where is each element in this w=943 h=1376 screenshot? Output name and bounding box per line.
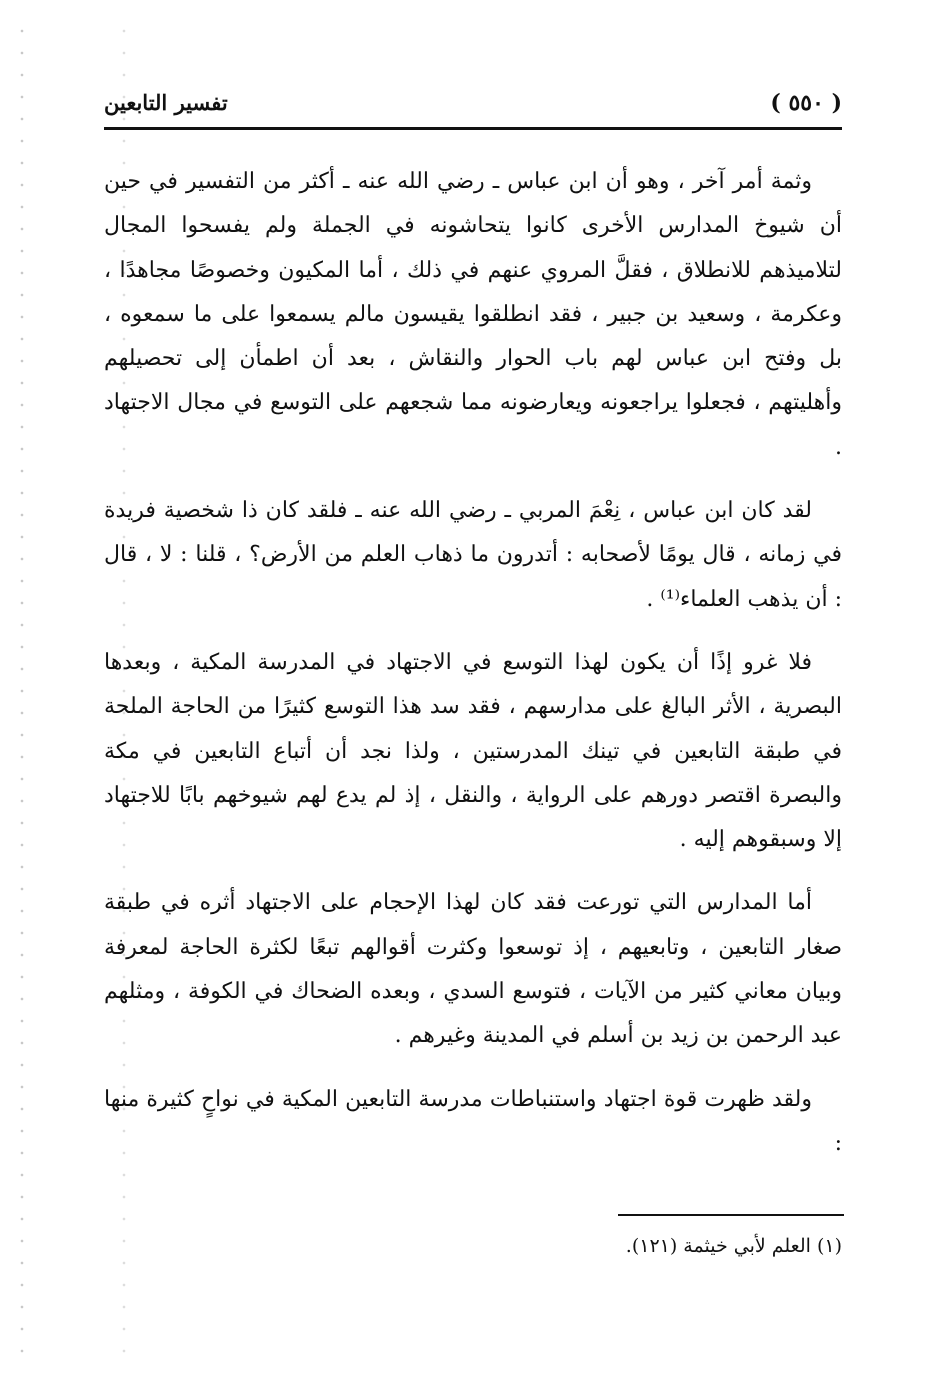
footnote-rule (618, 1214, 844, 1216)
footnote: (١) العلم لأبي خيثمة (١٢١). (625, 1235, 842, 1257)
paragraph-5: ولقد ظهرت قوة اجتهاد واستنباطات مدرسة التابعين المكية في نواحٍ كثيرة منها : (104, 1086, 842, 1156)
page-header (104, 88, 842, 128)
paragraph-1: وثمة أمر آخر ، وهو أن ابن عباس ـ رضي الله عنه ـ أكثر من التفسير في حين أن شيوخ المدارس الأخرى كانوا يتحاشونه في الجملة ولم يفسحوا المجال لتلاميذهم للانطلاق ، فقلَّ المروي عنهم في ذلك ، أما المكيون وخصوصًا مجاهدًا ، وعكرمة ، وسعيد بن جبير ، فقد انطلقوا يقيسون مالم يسمعوا على ما سمعوه ، بل وفتح ابن عباس لهم باب الحوار والنقاش ، بعد أن اطمأن إلى تحصيلهم وأهليتهم ، فجعلوا يراجعونه ويعارضونه مما شجعهم على التوسع في مجال الاجتهاد . (104, 169, 842, 460)
paragraph-4: أما المدارس التي تورعت فقد كان لهذا الإحجام على الاجتهاد أثره في طبقة صغار التابعين ، وتابعيهم ، إذ توسعوا وكثرت أقوالهم تبعًا لكثرة الحاجة لمعرفة وبيان معاني كثير من الآيات ، فتوسع السدي ، وبعده الضحاك في الكوفة ، ومثلهم عبد الرحمن بن زيد بن أسلم في المدينة وغيرهم . (104, 890, 842, 1049)
paragraph-3: فلا غرو إذًا أن يكون لهذا التوسع في الاجتهاد في المدرسة المكية ، وبعدها البصرية ، الأثر البالغ على مدارسهم ، فقد سد هذا التوسع كثيرًا من الحاجة الملحة في طبقة التابعين في تينك المدرستين ، ولذا نجد أن أتباع التابعين في مكة والبصرة اقتصر دورهم على الرواية ، والنقل ، إذ لم يدع لهم شيوخهم بابًا للاجتهاد إلا وسبقوهم إليه . (104, 649, 842, 853)
body-text (104, 160, 842, 1185)
paragraph-2: لقد كان ابن عباس ، نِعْمَ المربي ـ رضي الله عنه ـ فلقد كان ذا شخصية فريدة في زمانه ، قال يومًا لأصحابه : أتدرون ما ذهاب العلم من الأرض؟ ، قلنا : لا ، قال : أن يذهب العلماء⁽¹⁾ . (104, 498, 842, 612)
scan-artifact-dots (18, 20, 26, 1360)
header-rule (104, 127, 842, 130)
running-title: تفسير التابعين (104, 90, 228, 115)
page-number: ( ٥٥٠ ) (770, 90, 842, 116)
